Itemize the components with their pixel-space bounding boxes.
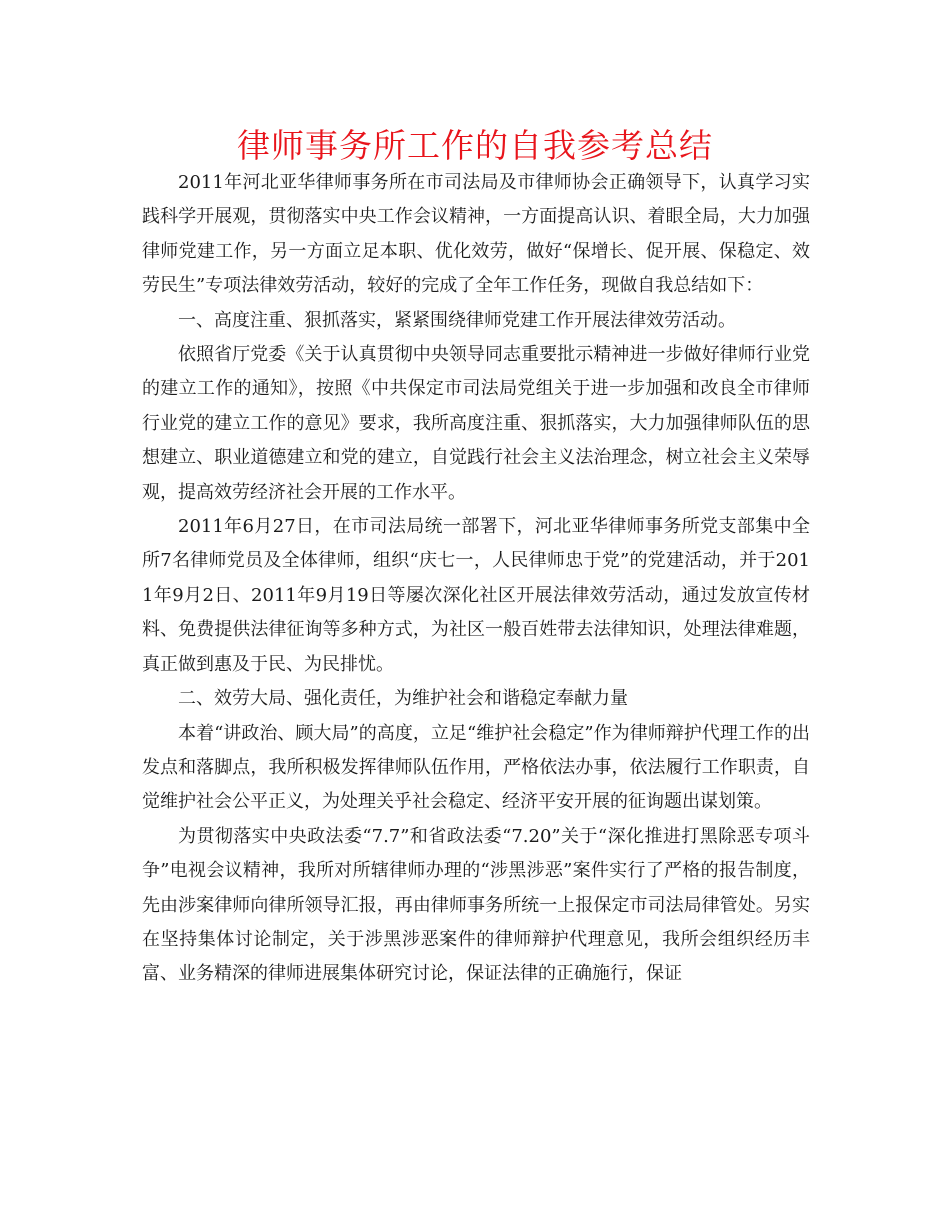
section-heading-2: 二、效劳大局、强化责任，为维护社会和谐稳定奉献力量 — [178, 688, 628, 710]
paragraph: 为贯彻落实中央政法委“7.7”和省政法委“7.20”关于“深化推进打黑除恶专项斗争”电视会议精神，我所对所辖律师办理的“涉黑涉恶”案件实行了严格的报告制度，先由涉案律师向律所领导汇报，再由律师事务所统一上报保定市司法局律管处。另实在坚持集体讨论制定，关于涉黑涉恶案件的律师辩护代理意见，我所会组织经历丰富、业务精深的律师进展集体研究讨论，保证法律的正确施行，保证 — [142, 825, 810, 985]
document-title: 律师事务所工作的自我参考总结 — [237, 126, 713, 165]
section-heading-1: 一、高度注重、狠抓落实，紧紧围绕律师党建工作开展法律效劳活动。 — [178, 309, 736, 331]
paragraph: 依照省厅党委《关于认真贯彻中央领导同志重要批示精神进一步做好律师行业党的建立工作的通知》，按照《中共保定市司法局党组关于进一步加强和改良全市律师行业党的建立工作的意见》要求，我所高度注重、狠抓落实，大力加强律师队伍的思想建立、职业道德建立和党的建立，自觉践行社会主义法治理念，树立社会主义荣辱观，提高效劳经济社会开展的工作水平。 — [142, 344, 810, 503]
paragraph-intro: 2011年河北亚华律师事务所在市司法局及市律师协会正确领导下，认真学习实践科学开展观，贯彻落实中央工作会议精神，一方面提高认识、着眼全局，大力加强律师党建工作，另一方面立足本职、优化效劳，做好“保增长、促开展、保稳定、效劳民生”专项法律效劳活动，较好的完成了全年工作任务，现做自我总结如下： — [142, 172, 810, 297]
paragraph: 本着“讲政治、顾大局”的高度，立足“维护社会稳定”作为律师辩护代理工作的出发点和落脚点，我所积极发挥律师队伍作用，严格依法办事，依法履行工作职责，自觉维护社会公平正义，为处理关乎社会稳定、经济平安开展的征询题出谋划策。 — [142, 722, 810, 813]
document-body — [142, 166, 810, 992]
paragraph: 2011年6月27日，在市司法局统一部署下，河北亚华律师事务所党支部集中全所7名律师党员及全体律师，组织“庆七一，人民律师忠于党”的党建活动，并于2011年9月2日、2011年9月19日等屡次深化社区开展法律效劳活动，通过发放宣传材料、免费提供法律征询等多种方式，为社区一般百姓带去法律知识，处理法律难题，真正做到惠及于民、为民排忧。 — [142, 516, 810, 675]
